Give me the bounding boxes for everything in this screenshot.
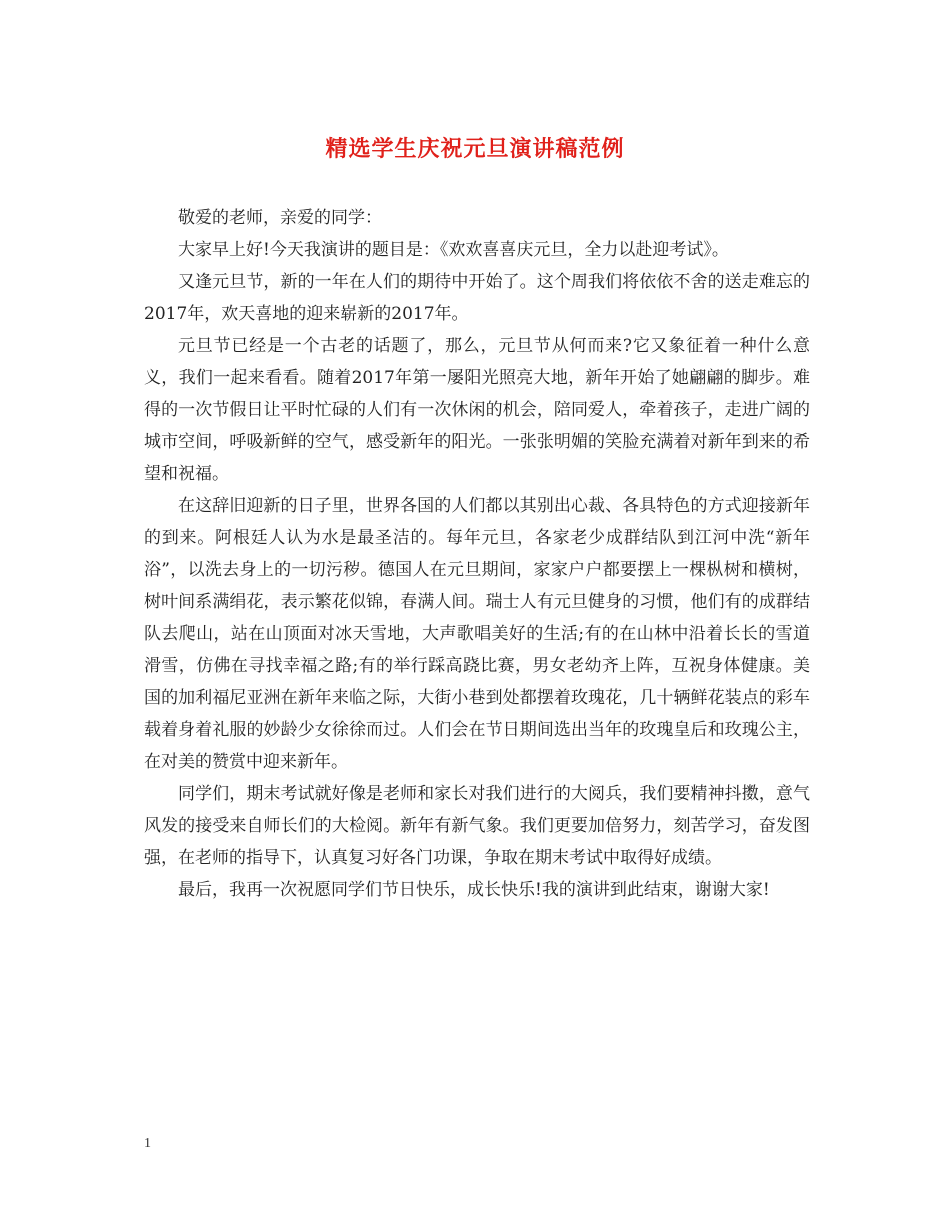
document-body (144, 202, 810, 906)
paragraph-world-customs: 在这辞旧迎新的日子里，世界各国的人们都以其别出心裁、各具特色的方式迎接新年的到来。阿根廷人认为水是最圣洁的。每年元旦，各家老少成群结队到江河中洗“新年浴”，以洗去身上的一切污秽。德国人在元旦期间，家家户户都要摆上一棵枞树和横树，树叶间系满绢花，表示繁花似锦，春满人间。瑞士人有元旦健身的习惯，他们有的成群结队去爬山，站在山顶面对冰天雪地，大声歌唱美好的生活;有的在山林中沿着长长的雪道滑雪，仿佛在寻找幸福之路;有的举行踩高跷比赛，男女老幼齐上阵，互祝身体健康。美国的加利福尼亚洲在新年来临之际，大街小巷到处都摆着玫瑰花，几十辆鲜花装点的彩车载着身着礼服的妙龄少女徐徐而过。人们会在节日期间选出当年的玫瑰皇后和玫瑰公主，在对美的赞赏中迎来新年。 (144, 496, 810, 772)
paragraph-salutation: 敬爱的老师，亲爱的同学： (178, 208, 382, 228)
paragraph-greeting: 大家早上好!今天我演讲的题目是：《欢欢喜喜庆元旦，全力以赴迎考试》。 (178, 240, 729, 260)
page-number: 1 (144, 1136, 151, 1151)
paragraph-new-year-intro: 又逢元旦节，新的一年在人们的期待中开始了。这个周我们将依依不舍的送走难忘的2017年，欢天喜地的迎来崭新的2017年。 (144, 272, 810, 324)
document-title: 精选学生庆祝元旦演讲稿范例 (325, 136, 625, 162)
paragraph-exam-motivation: 同学们，期末考试就好像是老师和家长对我们进行的大阅兵，我们要精神抖擞，意气风发的接受来自师长们的大检阅。新年有新气象。我们更要加倍努力，刻苦学习，奋发图强，在老师的指导下，认真复习好各门功课，争取在期末考试中取得好成绩。 (144, 784, 810, 868)
paragraph-closing: 最后，我再一次祝愿同学们节日快乐，成长快乐!我的演讲到此结束，谢谢大家! (178, 880, 770, 900)
paragraph-origin: 元旦节已经是一个古老的话题了，那么，元旦节从何而来?它又象征着一种什么意义，我们一起来看看。随着2017年第一屡阳光照亮大地，新年开始了她翩翩的脚步。难得的一次节假日让平时忙碌的人们有一次休闲的机会，陪同爱人，牵着孩子，走进广阔的城市空间，呼吸新鲜的空气，感受新年的阳光。一张张明媚的笑脸充满着对新年到来的希望和祝福。 (144, 336, 810, 484)
